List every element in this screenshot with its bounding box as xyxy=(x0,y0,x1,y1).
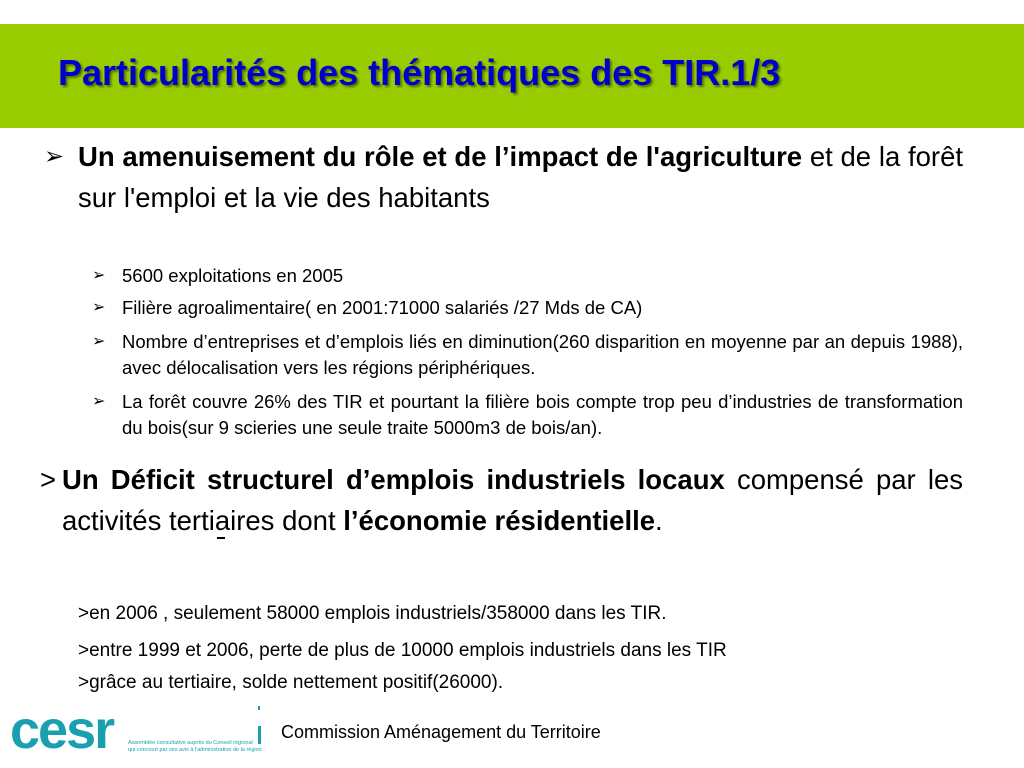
logo-tagline-2: qui concourt par ses avis à l'administration de la région xyxy=(128,747,262,753)
section1-rest: et de la forêt sur l'emploi et la vie des habitants xyxy=(78,141,964,213)
section2-bold: Un Déficit structurel d’emplois industriels locaux xyxy=(62,464,725,495)
logo-text: cesr xyxy=(10,704,114,756)
slide-title: Particularités des thématiques des TIR.1/3 xyxy=(58,52,781,93)
section2-heading xyxy=(62,459,963,541)
section2-middle-mark: a xyxy=(214,505,231,536)
section2-item: >entre 1999 et 2006, perte de plus de 10000 emplois industriels dans les TIR xyxy=(78,640,727,661)
arrowhead-bullet-icon: ➢ xyxy=(92,267,106,284)
logo-tagline-1: Assemblée consultative auprès du Conseil régional xyxy=(128,740,253,746)
arrowhead-bullet-icon: ➢ xyxy=(92,393,106,410)
arrowhead-bullet-icon: ➢ xyxy=(44,143,65,170)
arrowhead-bullet-icon: ➢ xyxy=(92,299,106,316)
section1-bullet: Nombre d’entreprises et d’emplois liés en diminution(260 disparition en moyenne par an depuis 1988), avec délocalisation vers les régions périphériques. xyxy=(122,331,963,378)
section1-bold: Un amenuisement du rôle et de l’impact de l'agriculture xyxy=(78,141,803,172)
cesr-logo xyxy=(10,704,266,756)
arrowhead-bullet-icon: ➢ xyxy=(92,333,106,350)
section2-item: >en 2006 , seulement 58000 emplois industriels/358000 dans les TIR. xyxy=(78,603,667,624)
commission-label: Commission Aménagement du Territoire xyxy=(281,722,601,742)
section2-item: >grâce au tertiaire, solde nettement positif(26000). xyxy=(78,672,504,693)
section1-bullet: La forêt couvre 26% des TIR et pourtant la filière bois compte trop peu d’industries de transformation du bois(sur 9 scieries une seule traite 5000m3 de bois/an). xyxy=(122,391,963,438)
section2-bold-end: l’économie résidentielle xyxy=(343,505,656,536)
section2-prefix: > xyxy=(40,464,57,495)
section1-bullet: Filière agroalimentaire( en 2001:71000 salariés /27 Mds de CA) xyxy=(122,297,643,318)
section1-heading xyxy=(78,136,963,218)
section2-end: . xyxy=(655,505,663,536)
section2-middle-b: ires dont xyxy=(230,505,344,536)
section2-middle: compensé par les activités terti xyxy=(62,464,964,536)
section1-bullet: 5600 exploitations en 2005 xyxy=(122,265,344,286)
